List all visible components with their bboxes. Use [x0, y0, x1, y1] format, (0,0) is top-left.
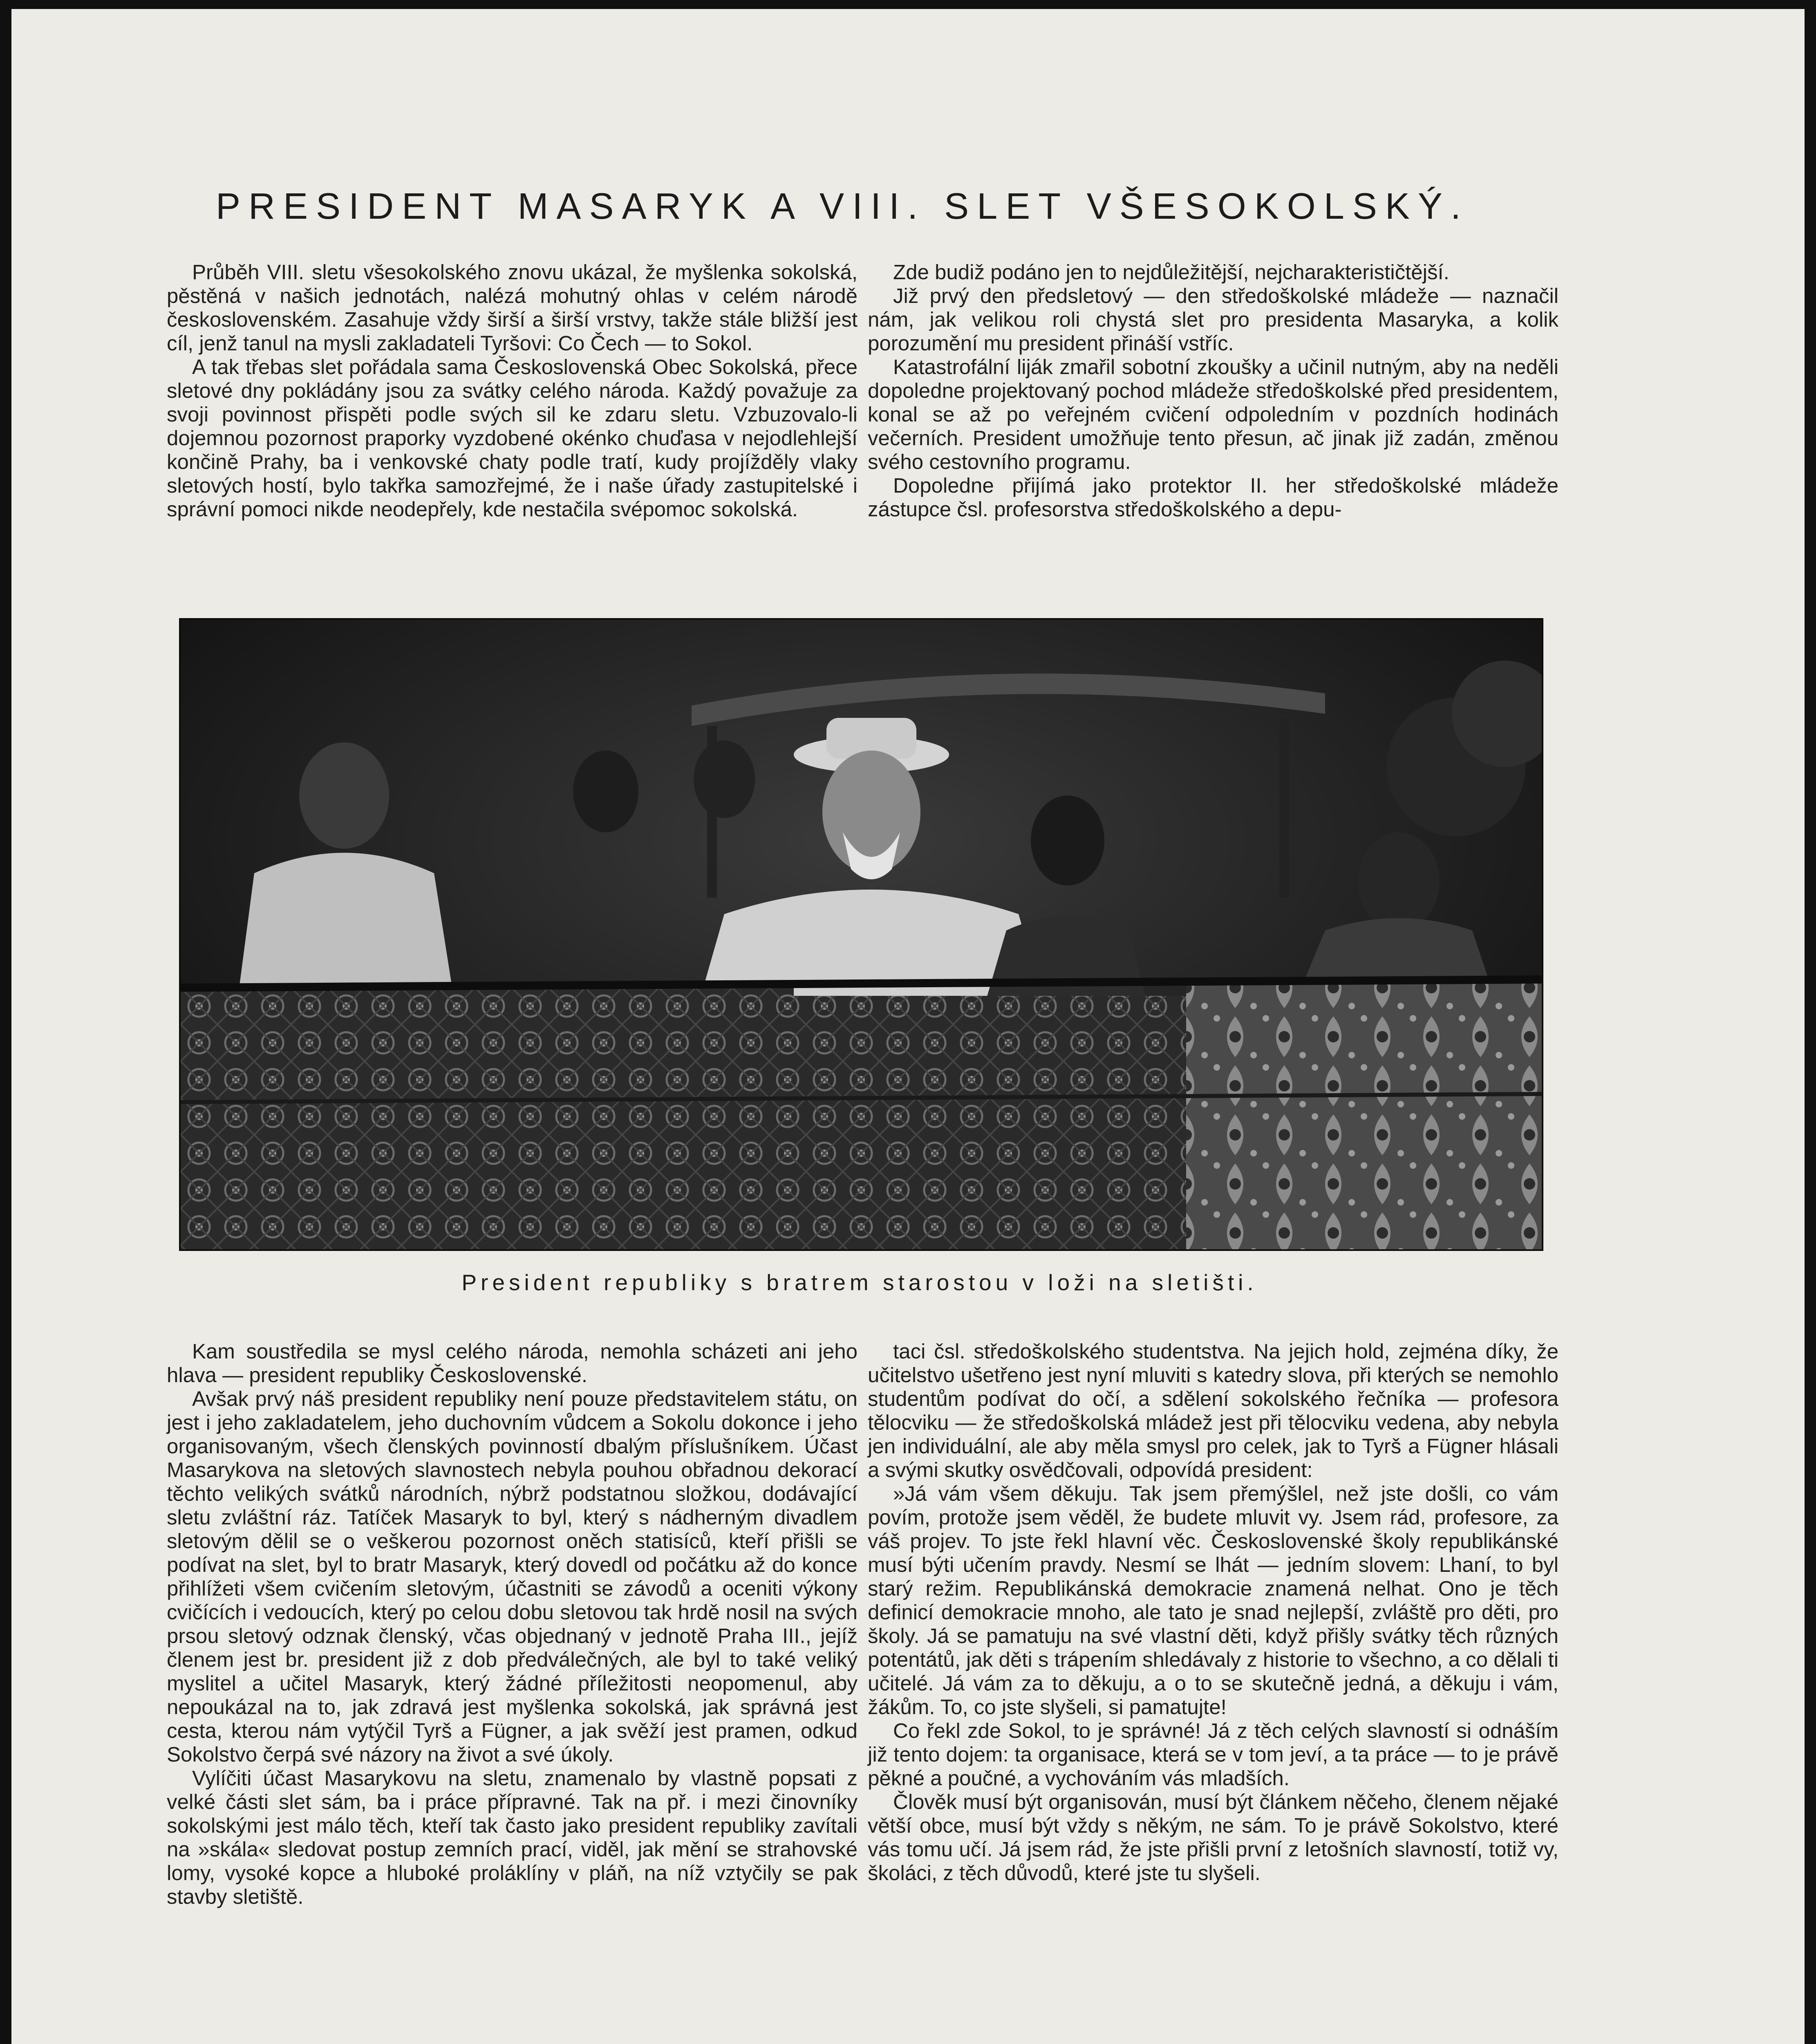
paragraph: A tak třebas slet pořádala sama Československá Obec Sokolská, přece sletové dny pokládány jsou za svátky celého národa. Každý považuje za svoji povinnost přispěti podle svých sil ke zdaru sletu. Vzbuzovalo-li dojemnou pozornost praporky vyzdobené okénko chuďasa v nejodlehlejší končině Prahy, ba i venkovské chaty podle tratí, kudy projížděly vlaky sletových hostí, bylo takřka samozřejmé, že i naše úřady zastupitelské i správní pomoci nikde neodepřely, kde nestačila svépomoc sokolská. — [167, 355, 858, 521]
paragraph: Co řekl zde Sokol, to je správné! Já z těch celých slavností si odnáším již tento dojem: ta organisace, která se v tom jeví, a ta práce — to je právě pěkné a poučné, a vychováním vás mladších. — [868, 1719, 1558, 1790]
bottom-left-column — [167, 1340, 858, 1909]
paragraph: Již prvý den předsletový — den středoškolské mládeže — naznačil nám, jak velikou roli chystá slet pro presidenta Masaryka, a kolik porozumění mu president přináší vstříc. — [868, 284, 1558, 355]
paragraph: Dopoledne přijímá jako protektor II. her středoškolské mládeže zástupce čsl. profesorstva středoškolského a depu- — [868, 474, 1558, 521]
top-left-column — [167, 260, 858, 521]
paragraph: Katastrofální liják zmařil sobotní zkoušky a učinil nutným, aby na neděli dopoledne projektovaný pochod mládeže středoškolské před presidentem, konal se až po veřejném cvičení odpoledním v pozdních hodinách večerních. President umožňuje tento přesun, ač jinak již zadán, změnou svého cestovního programu. — [868, 355, 1558, 473]
paragraph: Vylíčiti účast Masarykovu na sletu, znamenalo by vlastně popsati z velké části slet sám, ba i práce přípravné. Tak na př. i mezi činovníky sokolskými jest málo těch, kteří tak často jako president republiky zavítali na »skála« sledovat postup zemních prací, viděl, jak mění se strahovské lomy, vysoké kopce a hluboké proláklíny v pláň, na níž vztyčily se pak stavby sletiště. — [167, 1766, 858, 1908]
photo-illustration — [181, 620, 1542, 1249]
paragraph: taci čsl. středoškolského studentstva. Na jejich hold, zejména díky, že učitelstvo ušetřeno jest nyní mluviti s katedry slova, při kterých se nemohlo studentům podívat do očí, a sdělení sokolského řečníka — profesora tělocviku — že středoškolská mládež jest při tělocviku vedena, aby nebyla jen individuální, ale aby měla smysl pro celek, jak to Tyrš a Fügner hlásali a svými skutky osvědčovali, odpovídá president: — [868, 1340, 1558, 1481]
paragraph: Zde budiž podáno jen to nejdůležitější, nejcharakterističtější. — [893, 260, 1449, 284]
paragraph: Člověk musí být organisován, musí být článkem něčeho, členem nějaké větší obce, musí být vždy s někým, ne sám. To je právě Sokolstvo, které vás tomu učí. Já jsem rád, že jste přišli první z letošních slavností, totiž vy, školáci, z těch důvodů, které jste tu slyšeli. — [868, 1790, 1558, 1885]
president-box-photo — [179, 618, 1543, 1251]
newspaper-page — [11, 9, 1805, 2044]
paragraph: Kam soustředila se mysl celého národa, nemohla scházeti ani jeho hlava — president republiky Československé. — [167, 1340, 858, 1387]
paragraph: »Já vám všem děkuju. Tak jsem přemýšlel, než jste došli, co vám povím, protože jsem věděl, že budete mluvit vy. Jsem rád, profesore, za váš projev. To jste řekl hlavní věc. Československé školy republikánské musí býti učením pravdy. Nesmí se lhát — jedním slovem: Lhaní, to byl starý režim. Republikánská demokracie znamená nelhat. Ono je těch definicí demokracie mnoho, ale tato je snad nejlepší, zvláště pro děti, pro školy. Já se pamatuju na své vlastní děti, když přišly svátky těch různých potentátů, jak děti s trápením shledávaly z historie to všechno, a co dělali ti učitelé. Já vám za to děkuju, a o to se skutečně jedná, a děkuju i vám, žákům. To, co jste slyšeli, si pamatujte! — [868, 1482, 1558, 1719]
bottom-right-column — [868, 1340, 1558, 1885]
article-title: PRESIDENT MASARYK A VIII. SLET VŠESOKOLSKÝ. — [216, 186, 1469, 227]
top-right-column — [868, 260, 1558, 521]
paragraph: Průběh VIII. sletu všesokolského znovu ukázal, že myšlenka sokolská, pěstěná v našich jednotách, nalézá mohutný ohlas v celém národě československém. Zasahuje vždy širší a širší vrstvy, takže stále bližší jest cíl, jenž tanul na mysli zakladateli Tyršovi: Co Čech — to Sokol. — [167, 260, 858, 355]
photo-caption: President republiky s bratrem starostou v loži na sletišti. — [461, 1270, 1258, 1295]
paragraph: Avšak prvý náš president republiky není pouze představitelem státu, on jest i jeho zakladatelem, jeho duchovním vůdcem a Sokolu dokonce i jeho organisovaným, všech členských povinností dbalým příslušníkem. Účast Masarykova na sletových slavnostech nebyla pouhou obřadnou dekorací těchto velikých svátků národních, nýbrž podstatnou složkou, dodávající sletu zvláštní ráz. Tatíček Masaryk to byl, který s nádherným divadlem sletovým dělil se o veškerou pozornost oněch statisíců, kteří přišli se podívat na slet, byl to bratr Masaryk, který dovedl od počátku až do konce přihlížeti všem cvičením sletovým, účastniti se závodů a oceniti výkony cvičících i vedoucích, který po celou dobu sletovou tak hrdě nosil na svých prsou sletový odznak členský, včas objednaný v jednotě Praha III., jejíž členem jest br. president již z dob předválečných, ale byl to také veliký myslitel a učitel Masaryk, který žádné příležitosti neopomenul, aby nepoukázal na to, jak zdravá jest myšlenka sokolská, jak správná jest cesta, kterou nám vytýčil Tyrš a Fügner, a jak svěží jest pramen, odkud Sokolstvo čerpá své názory na život a své úkoly. — [167, 1387, 858, 1766]
